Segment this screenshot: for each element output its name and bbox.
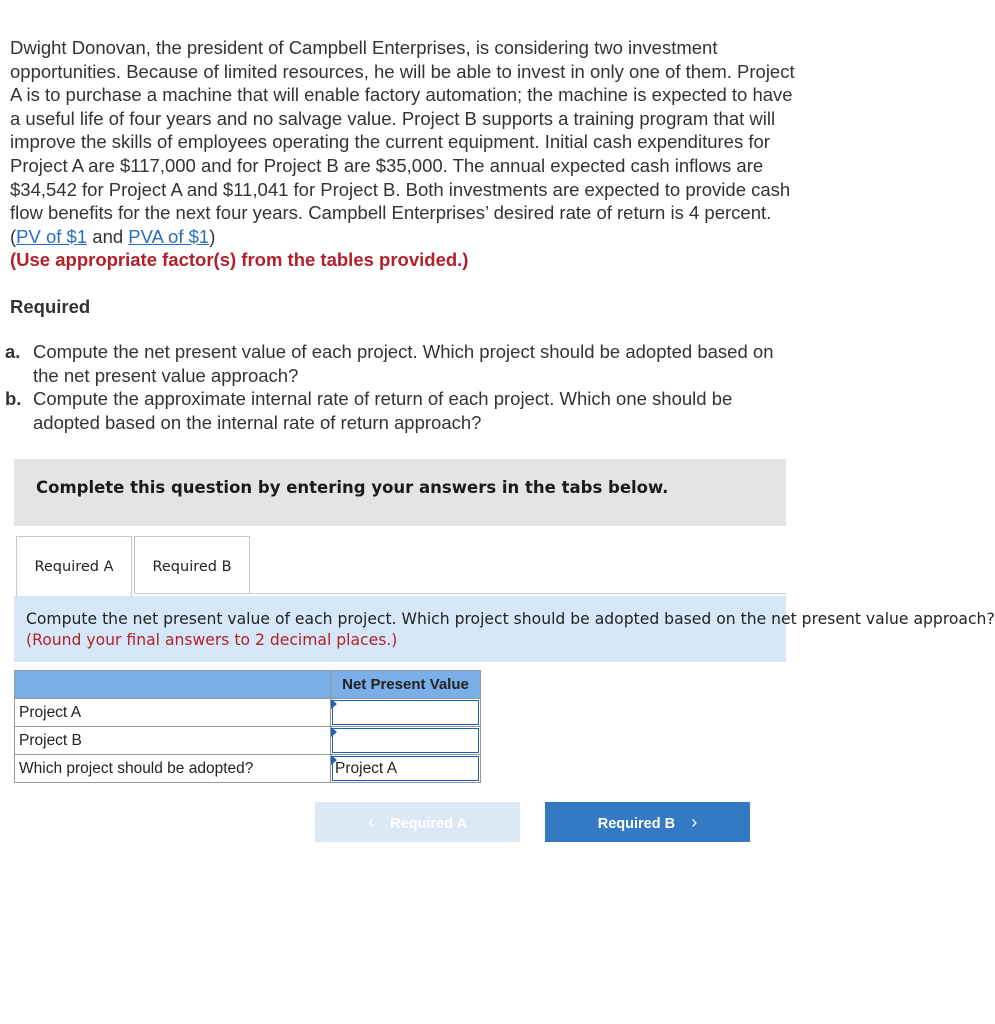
problem-statement (10, 36, 800, 272)
table-row (15, 727, 481, 755)
question-panel (14, 596, 995, 662)
required-heading: Required (10, 296, 91, 317)
input-marker-icon (331, 727, 337, 737)
instruction-box (14, 459, 786, 526)
tab-required-b[interactable] (134, 536, 250, 594)
tab-label: Required B (152, 559, 232, 575)
panel-question: Compute the net present value of each project. Which project should be adopted based on the net present value approach? (26, 610, 995, 628)
problem-text: Dwight Donovan, the president of Campbell Enterprises, is considering two investment opportunities. Because of limited resources, he will be able to invest in only one of them. Project A is to purchase a machine that will enable factory automation; the machine is expected to have a useful life of four years and no salvage value. Project B supports a training program that will improve the skills of employees operating the current equipment. Initial cash expenditures for Project A are $117,000 and for Project B are $35,000. The annual expected cash inflows are $34,542 for Project A and $11,041 for Project B. Both investments are expected to provide cash flow benefits for the next four years. Campbell Enterprises’ desired rate of return is 4 percent. ( (10, 37, 795, 247)
next-button-label: Required B (597, 816, 676, 832)
rounding-note: (Round your final answers to 2 decimal places.) (26, 631, 398, 649)
factor-instruction: (Use appropriate factor(s) from the tables provided.) (10, 249, 469, 271)
next-required-b-button[interactable] (545, 802, 750, 842)
row-label: Project A (15, 699, 331, 727)
and-text: and (87, 225, 129, 247)
chevron-right-icon: › (691, 812, 698, 832)
tab-divider (250, 593, 786, 594)
table-header-npv: Net Present Value (331, 671, 481, 699)
pva-table-link[interactable]: PVA of $1 (128, 225, 210, 247)
required-item-b (5, 387, 795, 434)
input-box[interactable] (332, 700, 479, 725)
required-item-label: b. (5, 388, 22, 410)
table-row (15, 755, 481, 783)
table-header-blank (15, 671, 331, 699)
prev-button-label: Required A (390, 816, 467, 832)
pv-table-link[interactable]: PV of $1 (16, 225, 88, 247)
tab-required-a[interactable] (16, 536, 132, 596)
row-label: Project B (15, 727, 331, 755)
close-paren: ) (209, 225, 216, 247)
adopted-project-select[interactable] (331, 755, 481, 783)
instruction-text: Complete this question by entering your answers in the tabs below. (36, 478, 669, 497)
chevron-left-icon: ‹ (368, 812, 375, 832)
answer-table (14, 670, 481, 783)
input-box[interactable] (332, 728, 479, 753)
project-a-npv-input[interactable] (331, 699, 481, 727)
required-item-label: a. (5, 341, 21, 362)
required-item-text: Compute the net present value of each project. Which project should be adopted based on the net present value approach? (33, 341, 774, 386)
table-row (15, 699, 481, 727)
input-marker-icon (331, 699, 337, 709)
tab-label: Required A (34, 559, 114, 575)
required-item-text: Compute the approximate internal rate of return of each project. Which one should be adopted based on the internal rate of return approach? (33, 388, 733, 433)
prev-required-a-button[interactable] (315, 802, 520, 842)
table-header-row (15, 671, 481, 699)
project-b-npv-input[interactable] (331, 727, 481, 755)
input-value: Project A (335, 760, 398, 777)
row-label: Which project should be adopted? (15, 755, 331, 783)
required-list (5, 340, 795, 434)
required-item-a (5, 340, 795, 387)
